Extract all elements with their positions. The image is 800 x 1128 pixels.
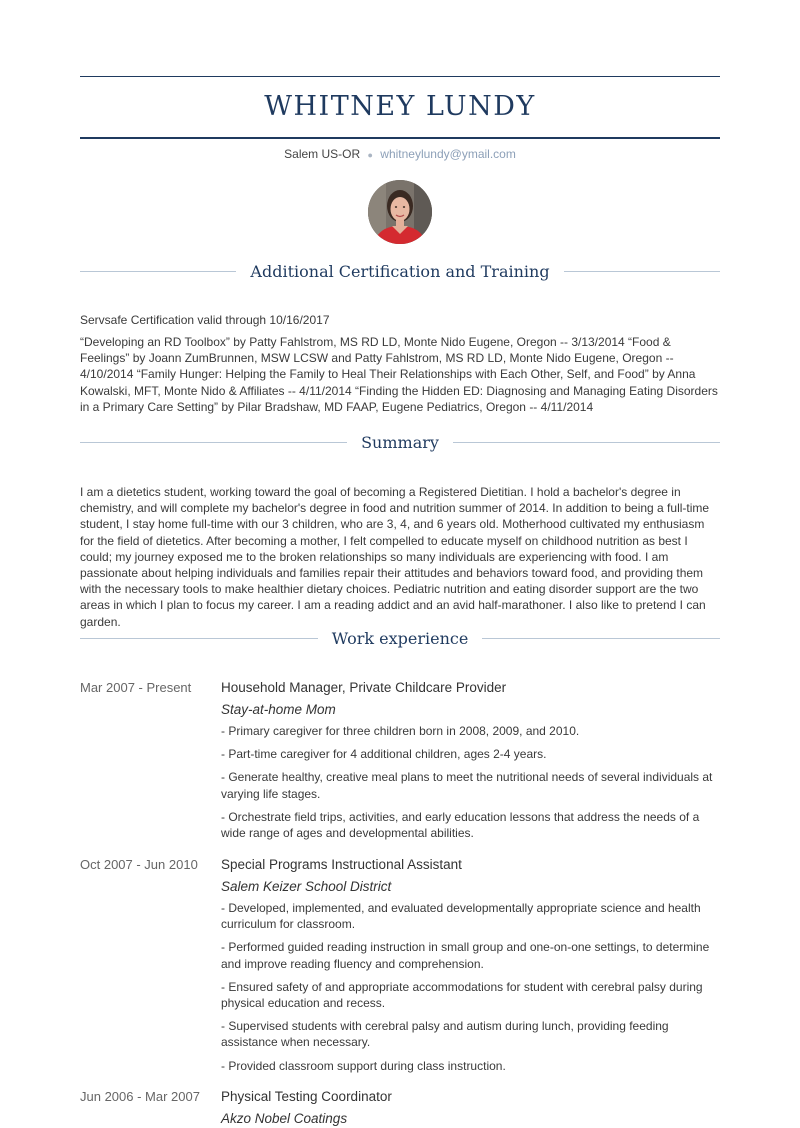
header-bottom-rule bbox=[80, 137, 720, 139]
job-company: Salem Keizer School District bbox=[221, 879, 392, 894]
job-body bbox=[221, 856, 720, 1081]
job-role: Physical Testing Coordinator bbox=[221, 1089, 392, 1104]
job-role: Household Manager, Private Childcare Provider bbox=[221, 680, 507, 695]
job-bullet: - Generate healthy, creative meal plans to meet the nutritional needs of several individuals at varying life stages. bbox=[221, 770, 713, 801]
section-header-work bbox=[80, 629, 720, 648]
job-bullet: - Orchestrate field trips, activities, and early education lessons that address the needs of a wide range of ages and developmental abilities. bbox=[221, 809, 700, 841]
section-rule-right bbox=[564, 271, 720, 272]
candidate-name: WHITNEY LUNDY bbox=[264, 91, 536, 122]
separator-dot-icon: ● bbox=[367, 150, 373, 160]
job-dates: Oct 2007 - Jun 2010 bbox=[80, 857, 198, 872]
section-rule-left bbox=[80, 271, 236, 272]
summary-text: I am a dietetics student, working toward the goal of becoming a Registered Dietitian. I hold a bachelor's degree in chemistry, and will complete my bachelor's degree in food and nutrition summer of 2014. In addition to being a full-time student, I stay home full-time with our 3 children, who are 3, 4, and 6 years old. Motherhood cultivated my enthusiasm for the field of dietetics. After becoming a mother, I felt compelled to educate myself on childhood nutrition as best I could; my journey exposed me to the broken relationships so many individuals are experiencing with food. I am passionate about helping individuals and families repair their attitudes and behaviors toward food, and providing them with the necessary tools to make healthier dietary choices. Pediatric nutrition and eating disorder support are the two areas in which I plan to focus my career. I am a reading addict and an avid half-marathoner. I also like to pretend I can garden. bbox=[80, 485, 710, 629]
job-bullet: - Developed, implemented, and evaluated developmentally appropriate science and health curriculum for classroom. bbox=[221, 901, 701, 932]
job-bullet: - Provided classroom support during class instruction. bbox=[221, 1058, 506, 1073]
section-header-certification bbox=[80, 262, 720, 281]
section-title: Work experience bbox=[331, 629, 469, 648]
job-body bbox=[221, 679, 720, 848]
job-bullet: - Part-time caregiver for 4 additional children, ages 2-4 years. bbox=[221, 747, 547, 762]
job-role: Special Programs Instructional Assistant bbox=[221, 857, 462, 872]
job-dates: Jun 2006 - Mar 2007 bbox=[80, 1089, 200, 1104]
location: Salem US-OR bbox=[284, 147, 361, 161]
job-bullet: - Primary caregiver for three children born in 2008, 2009, and 2010. bbox=[221, 724, 580, 738]
job-dates: Mar 2007 - Present bbox=[80, 680, 192, 695]
avatar-container bbox=[80, 180, 720, 244]
section-rule-left bbox=[80, 442, 347, 443]
certification-text: Servsafe Certification valid through 10/16/2017 bbox=[80, 313, 330, 327]
training-text: “Developing an RD Toolbox” by Patty Fahlstrom, MS RD LD, Monte Nido Eugene, Oregon -- 3/13/2014 “Food & Feelings” by Joann ZumBrunnen, MSW LCSW and Patty Fahlstrom, MS RD LD, Monte Nido Eugene, Oregon -- 4/10/2014 “Family Hunger: Helping the Family to Heal Their Relationships with Each Other, Self, and Food” by Anna Kowalski, MFT, Monte Nido & Affiliates -- 4/11/2014 “Finding the Hidden ED: Diagnosing and Managing Eating Disorders in a Primary Care Setting” by Pilar Bradshaw, MD FAAP, Eugene Pediatrics, Oregon -- 4/11/2014 bbox=[80, 335, 718, 414]
section-title: Additional Certification and Training bbox=[250, 262, 550, 281]
contact-line bbox=[80, 146, 720, 163]
section-header-summary bbox=[80, 433, 720, 452]
portrait-image bbox=[368, 180, 432, 244]
job-bullets bbox=[221, 723, 720, 841]
job-company: Akzo Nobel Coatings bbox=[221, 1111, 348, 1126]
section-rule-left bbox=[80, 638, 318, 639]
job-bullets bbox=[221, 900, 720, 1074]
job-bullet: - Performed guided reading instruction in small group and one-on-one settings, to determine and improve reading fluency and comprehension. bbox=[221, 940, 710, 971]
section-rule-right bbox=[482, 638, 720, 639]
email-link[interactable]: whitneylundy@ymail.com bbox=[380, 147, 516, 161]
job-bullet: - Supervised students with cerebral palsy and autism during lunch, providing feeding assistance when necessary. bbox=[221, 1019, 669, 1050]
job-body bbox=[221, 1088, 720, 1128]
job-bullet: - Ensured safety of and appropriate accommodations for student with cerebral palsy during physical education and recess. bbox=[221, 979, 703, 1011]
job-company: Stay-at-home Mom bbox=[221, 702, 336, 717]
avatar bbox=[368, 180, 432, 244]
section-rule-right bbox=[453, 442, 720, 443]
section-title: Summary bbox=[361, 433, 439, 452]
